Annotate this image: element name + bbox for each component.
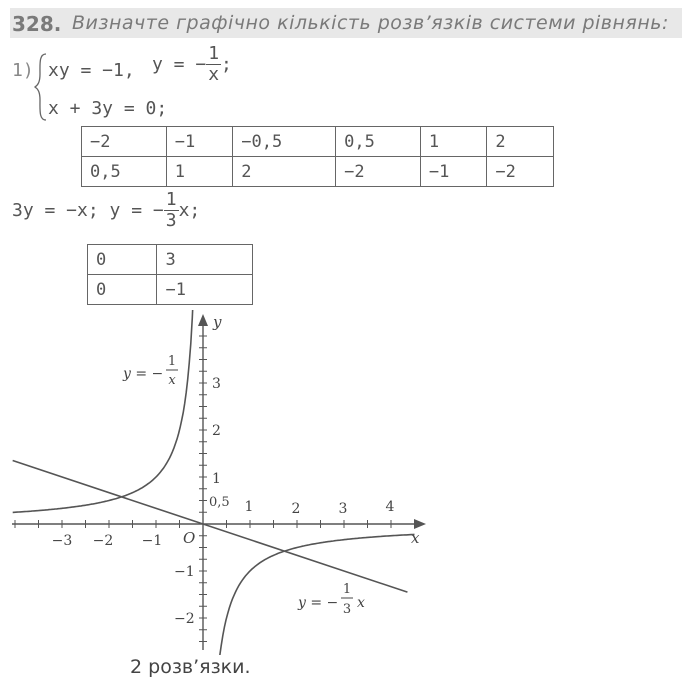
svg-text:y = −: y = − <box>298 595 339 611</box>
y-axis-label: y <box>213 313 222 331</box>
x-tick-label: 1 <box>244 499 254 515</box>
hyperbola-table-cell: −1 <box>166 127 233 157</box>
line-table-cell: −1 <box>157 275 253 305</box>
hyperbola-table-cell: 2 <box>233 157 336 187</box>
hyperbola-table-cell: −2 <box>336 157 421 187</box>
hyperbola-table-cell: −1 <box>420 157 487 187</box>
x-axis-arrow-icon <box>414 519 426 529</box>
x-tick-label: −2 <box>92 533 114 549</box>
system-label: 1) <box>12 60 34 81</box>
hyperbola-table-cell: 1 <box>166 157 233 187</box>
eq1-right: y = − $\frac{1}{x}$ ; <box>152 43 232 85</box>
hyperbola-left-branch <box>13 310 196 512</box>
svg-text:x: x <box>357 595 365 611</box>
hyperbola-table-cell: 2 <box>487 127 554 157</box>
y-tick-label: −1 <box>174 564 195 580</box>
x-axis-label: x <box>411 529 420 547</box>
x-tick-label: 4 <box>385 499 395 515</box>
y-tick-label: −2 <box>174 611 195 627</box>
svg-text:x: x <box>168 373 176 388</box>
eq1-left: xy = −1, <box>48 60 135 81</box>
y-tick-label: 0,5 <box>209 495 230 510</box>
line-table-cell: 0 <box>88 245 157 275</box>
y-tick-label: 1 <box>212 471 221 487</box>
y-axis-arrow-icon <box>198 314 208 326</box>
hyperbola-table-row <box>82 127 554 157</box>
hyperbola-table-cell: 1 <box>420 127 487 157</box>
hyperbola-table-cell: −0,5 <box>233 127 336 157</box>
x-tick-label: 3 <box>338 501 348 517</box>
line-table-cell: 0 <box>88 275 157 305</box>
x-tick-label: −3 <box>51 533 73 549</box>
svg-text:1: 1 <box>167 354 177 369</box>
line-table-cell: 3 <box>157 245 253 275</box>
svg-text:y = −: y = − <box>123 366 164 382</box>
problem-task: Визначте графічно кількість розв’язків системи рівнянь: <box>72 12 669 34</box>
answer: 2 розв’язки. <box>130 656 251 678</box>
line-y-minus-third-x <box>13 461 408 593</box>
hyperbola-table-cell: −2 <box>487 157 554 187</box>
x-tick-label: 2 <box>291 501 301 517</box>
line-table-row <box>88 275 253 305</box>
line-label <box>297 582 365 617</box>
y-tick-label: 2 <box>212 423 221 439</box>
problem-number: 328. <box>12 12 62 36</box>
y-tick-label: 3 <box>212 376 221 392</box>
svg-text:3: 3 <box>342 602 352 617</box>
x-tick-label: −1 <box>141 533 163 549</box>
eq2: x + 3y = 0; <box>48 98 168 119</box>
line-table <box>87 244 253 305</box>
hyperbola-table-row <box>82 157 554 187</box>
origin-label: O <box>183 529 196 547</box>
line-table-row <box>88 245 253 275</box>
hyperbola-label <box>122 354 178 388</box>
hyperbola-table-cell: 0,5 <box>82 157 167 187</box>
line-equation: 3y = −x; y = − $\frac{1}{3}$ x; <box>12 189 201 231</box>
svg-text:1: 1 <box>342 582 352 597</box>
hyperbola-table-cell: −2 <box>82 127 167 157</box>
hyperbola-table <box>81 126 554 187</box>
graph <box>0 310 695 655</box>
hyperbola-table-cell: 0,5 <box>336 127 421 157</box>
